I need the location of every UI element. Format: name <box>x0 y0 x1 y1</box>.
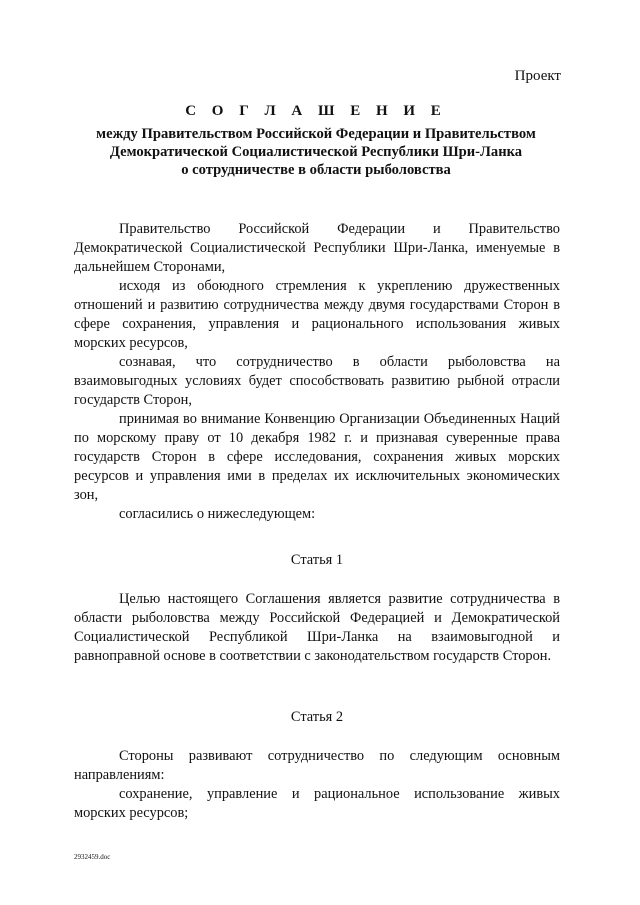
file-name-footer: 2932459.doc <box>74 853 111 861</box>
subtitle-line: между Правительством Российской Федерации и Правительством <box>96 126 536 142</box>
article-2-heading: Статья 2 <box>290 709 344 725</box>
preamble-paragraph: сознавая, что сотрудничество в области рыболовства на взаимовыгодных условиях будет способствовать развитию рыбной отрасли государств Сторон, <box>74 354 560 408</box>
subtitle-line: о сотрудничестве в области рыболовства <box>181 162 451 178</box>
subtitle-line: Демократической Социалистической Республики Шри-Ланка <box>109 144 523 160</box>
article-1-heading: Статья 1 <box>290 552 344 568</box>
preamble-paragraph: принимая во внимание Конвенцию Организации Объединенных Наций по морскому праву от 10 декабря 1982 г. и признавая суверенные права государств Сторон в сфере исследования, сохранения живых морских ресурсов и управления ими в пределах их исключительных экономических зон, <box>74 411 560 503</box>
preamble <box>74 220 560 524</box>
article-paragraph: Стороны развивают сотрудничество по следующим основным направлениям: <box>74 748 560 783</box>
article-1-body <box>74 590 560 666</box>
preamble-paragraph: Правительство Российской Федерации и Правительство Демократической Социалистической Республики Шри-Ланка, именуемые в дальнейшем Сторонами, <box>74 221 560 275</box>
article-paragraph: Целью настоящего Соглашения является развитие сотрудничества в области рыболовства между Российской Федерацией и Демократической Социалистической Республикой Шри-Ланка на взаимовыгодной и равноправной основе в соответствии с законодательством государств Сторон. <box>74 591 560 664</box>
article-2-body <box>74 747 560 823</box>
document-subtitle <box>74 125 558 179</box>
preamble-paragraph: исходя из обоюдного стремления к укреплению дружественных отношений и развитию сотрудничества между двумя государствами Сторон в сфере сохранения, управления и рационального использования живых морских ресурсов, <box>74 278 560 351</box>
preamble-paragraph: согласились о нижеследующем: <box>119 506 316 522</box>
document-title: С О Г Л А Ш Е Н И Е <box>185 103 447 119</box>
article-paragraph: сохранение, управление и рациональное использование живых морских ресурсов; <box>74 786 560 821</box>
draft-stamp: Проект <box>514 68 561 84</box>
